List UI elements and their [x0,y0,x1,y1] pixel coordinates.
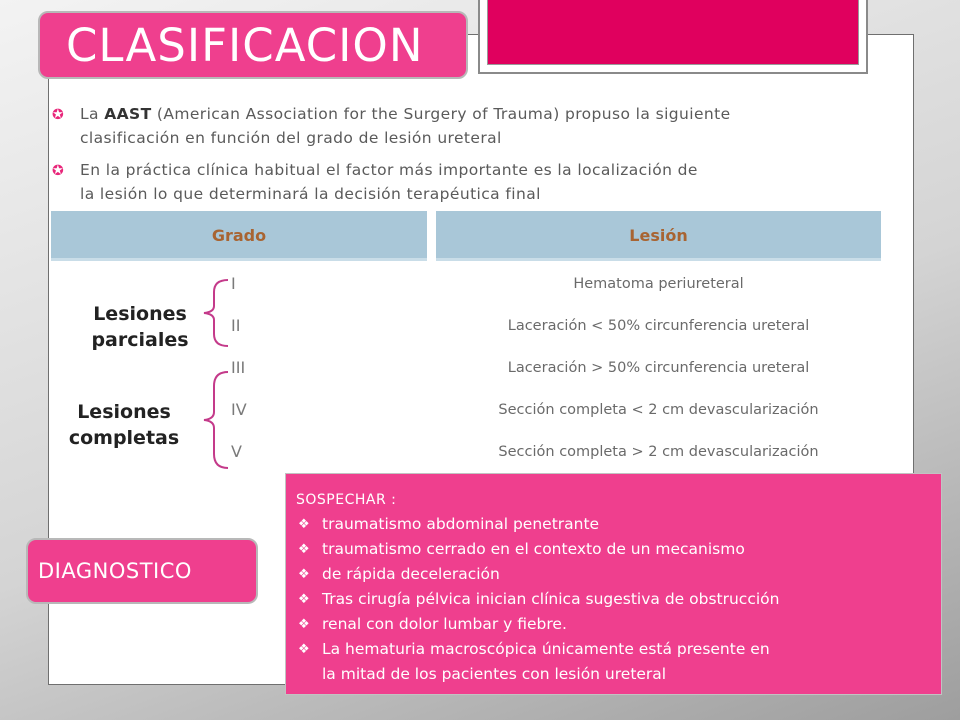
pink-bullet-icon: ✪ [52,107,65,123]
list-item: ❖ La hematuria macroscópica únicamente está presente en [296,637,931,662]
header-lesion: Lesión [436,211,881,261]
grade-cell: II [231,316,241,335]
lesion-cell: Laceración < 50% circunferencia ureteral [507,318,810,334]
label-lesiones-parciales: Lesiones parciales [91,303,189,351]
sospechar-title: SOSPECHAR : [296,492,397,508]
grade-cell: V [231,442,242,461]
list-item: ❖ traumatismo cerrado en el contexto de un mecanismo [296,537,931,562]
diamond-bullet-icon: ❖ [298,642,310,657]
list-item-continuation: la mitad de los pacientes con lesión ureteral [322,665,667,683]
aast-bold: AAST [104,105,152,123]
diamond-bullet-icon: ❖ [298,542,310,557]
pink-bullet-icon: ✪ [52,163,65,179]
header-grado: Grado [51,211,427,261]
list-item: ❖ renal con dolor lumbar y fiebre. [296,612,931,637]
table-row [51,263,881,305]
bullet-line: la lesión lo que determinará la decisión terapéutica final [80,185,541,203]
bullet-item [50,158,890,206]
decorative-frame [478,0,868,74]
list-item: ❖ Tras cirugía pélvica inician clínica sugestiva de obstrucción [296,587,931,612]
lesion-cell: Sección completa < 2 cm devascularización [498,402,819,418]
label-lesiones-completas: Lesiones completas [68,401,180,449]
lesion-cell: Laceración > 50% circunferencia ureteral [507,360,810,376]
lesion-cell: Hematoma periureteral [573,276,744,292]
diagnostico-label: DIAGNOSTICO [26,538,258,604]
diamond-bullet-icon: ❖ [298,592,310,607]
bullet-list [50,102,890,214]
lesion-cell: Sección completa > 2 cm devascularización [498,444,819,460]
bullet-line: clasificación en función del grado de lesión ureteral [80,129,502,147]
list-item: ❖ de rápida deceleración [296,562,931,587]
diamond-bullet-icon: ❖ [298,517,310,532]
grade-cell: IV [231,400,247,419]
bracket-completas [200,370,232,470]
list-item: ❖ traumatismo abdominal penetrante [296,512,931,537]
bullet-line: La AAST (American Association for the Surgery of Trauma) propuso la siguiente [80,105,731,123]
grade-cell: I [231,274,236,293]
bracket-parciales [200,278,232,348]
diamond-bullet-icon: ❖ [298,617,310,632]
bullet-line: En la práctica clínica habitual el factor más importante es la localización de [80,161,698,179]
grade-cell: III [231,358,246,377]
bullet-item [50,102,890,150]
slide-title: CLASIFICACION [38,11,468,79]
sospechar-box [285,473,942,695]
decorative-pink-panel [487,0,859,65]
table-row [51,347,881,389]
diamond-bullet-icon: ❖ [298,567,310,582]
